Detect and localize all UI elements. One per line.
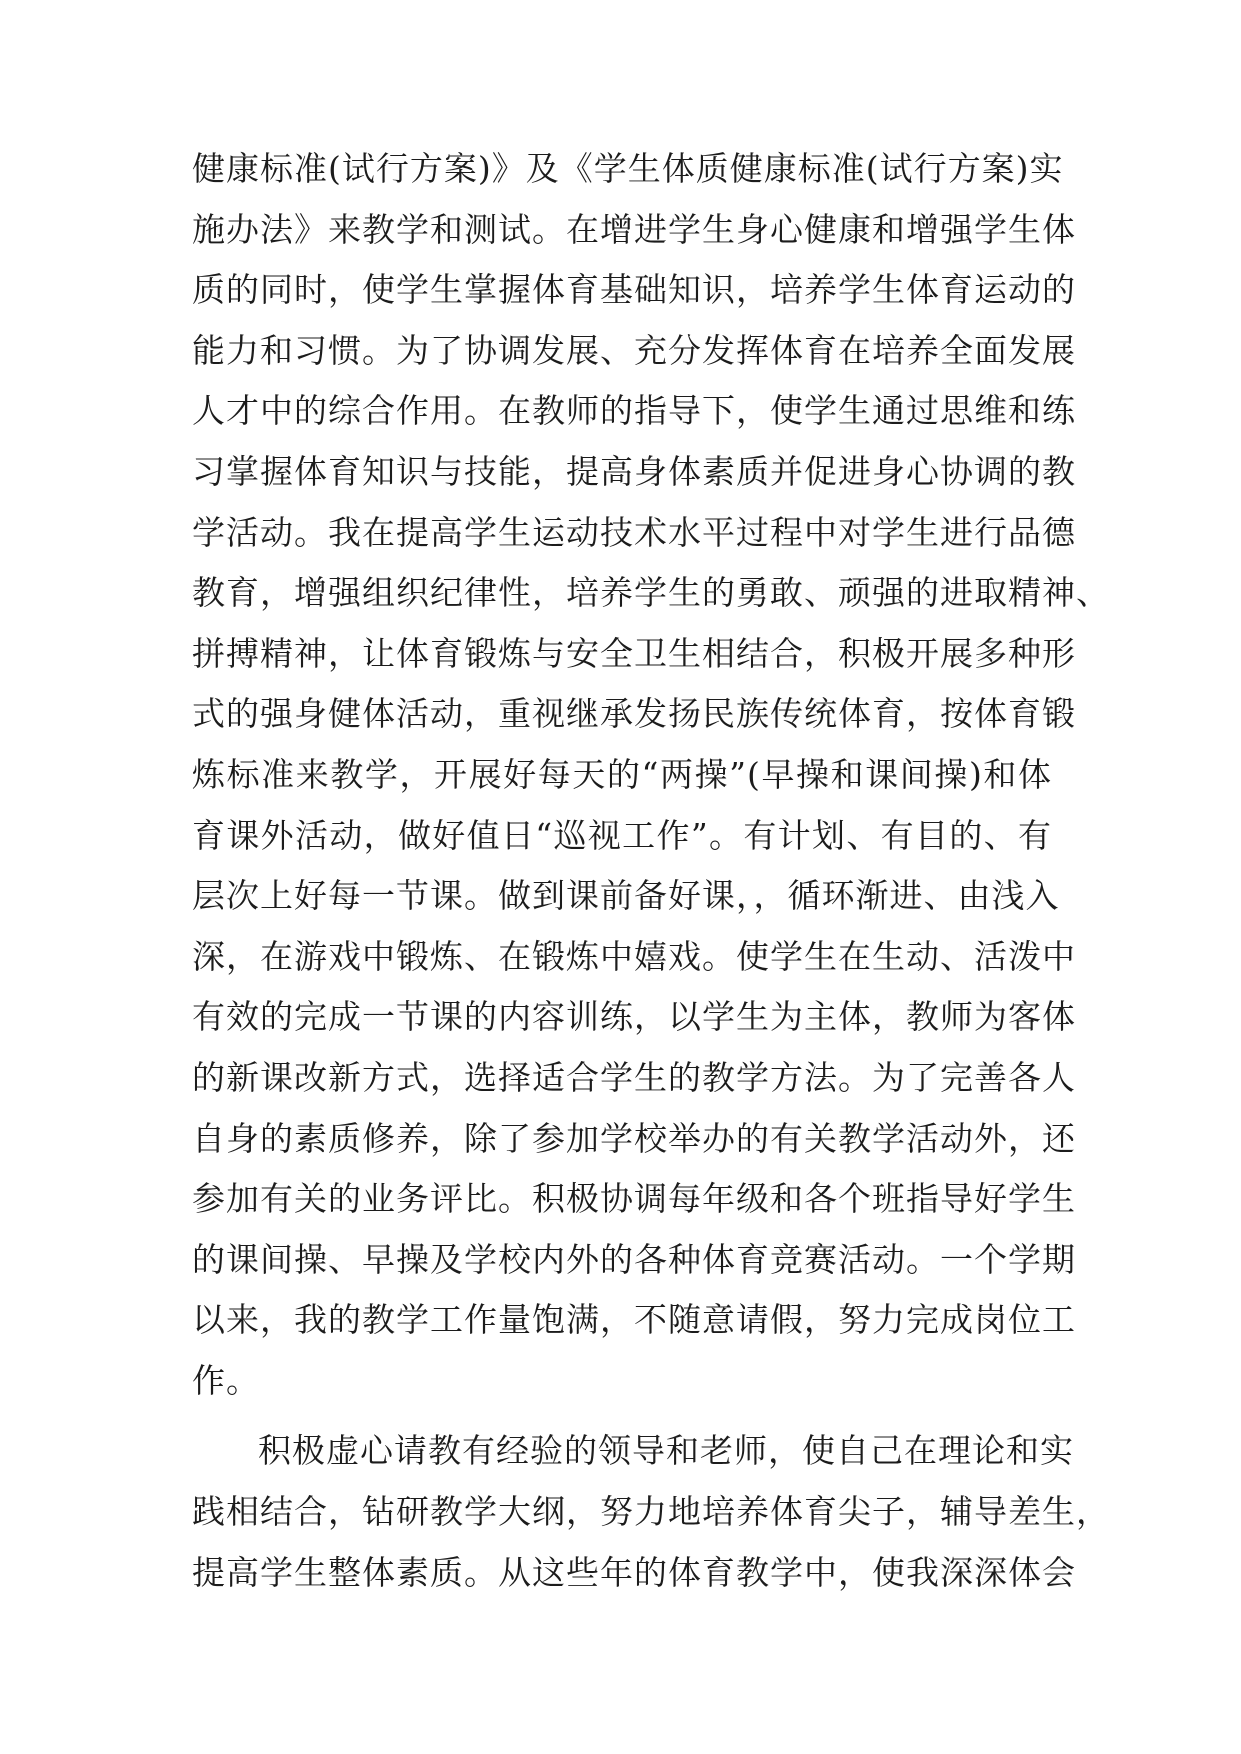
text-line: 的新课改新方式，选择适合学生的教学方法。为了完善各人 bbox=[192, 1057, 1076, 1097]
text-line: 积极虚心请教有经验的领导和老师，使自己在理论和实 bbox=[258, 1431, 1074, 1471]
text-line: 人才中的综合作用。在教师的指导下，使学生通过思维和练 bbox=[192, 391, 1076, 431]
text-line: 的课间操、早操及学校内外的各种体育竞赛活动。一个学期 bbox=[192, 1239, 1076, 1279]
text-line: 作。 bbox=[192, 1360, 260, 1400]
text-line: 践相结合，钻研教学大纲，努力地培养体育尖子，辅导差生， bbox=[192, 1492, 1110, 1532]
text-line: 施办法》来教学和测试。在增进学生身心健康和增强学生体 bbox=[192, 209, 1076, 249]
text-line: 深，在游戏中锻炼、在锻炼中嬉戏。使学生在生动、活泼中 bbox=[192, 936, 1076, 976]
text-line: 能力和习惯。为了协调发展、充分发挥体育在培养全面发展 bbox=[192, 330, 1076, 370]
text-line: 提高学生整体素质。从这些年的体育教学中，使我深深体会 bbox=[192, 1552, 1076, 1592]
text-line: 教育，增强组织纪律性，培养学生的勇敢、顽强的进取精神、 bbox=[192, 573, 1110, 613]
text-line: 习掌握体育知识与技能，提高身体素质并促进身心协调的教 bbox=[192, 451, 1076, 491]
paragraph-spacer bbox=[192, 1411, 1052, 1421]
paragraph-2 bbox=[192, 1421, 1110, 1603]
paragraph-1 bbox=[192, 139, 1110, 1411]
text-line: 健康标准(试行方案)》及《学生体质健康标准(试行方案)实 bbox=[192, 149, 1064, 188]
text-line: 炼标准来教学，开展好每天的“两操”(早操和课间操)和体 bbox=[192, 754, 1052, 794]
text-line: 育课外活动，做好值日“巡视工作”。有计划、有目的、有 bbox=[192, 815, 1052, 855]
text-line: 有效的完成一节课的内容训练，以学生为主体，教师为客体 bbox=[192, 997, 1076, 1037]
document-body bbox=[192, 139, 1110, 1603]
text-line: 拼搏精神，让体育锻炼与安全卫生相结合，积极开展多种形 bbox=[192, 633, 1076, 673]
text-line: 层次上好每一节课。做到课前备好课，，循环渐进、由浅入 bbox=[192, 876, 1060, 916]
text-line: 式的强身健体活动，重视继承发扬民族传统体育，按体育锻 bbox=[192, 694, 1076, 734]
text-line: 质的同时，使学生掌握体育基础知识，培养学生体育运动的 bbox=[192, 270, 1076, 310]
text-line: 参加有关的业务评比。积极协调每年级和各个班指导好学生 bbox=[192, 1179, 1076, 1219]
text-line: 以来，我的教学工作量饱满，不随意请假，努力完成岗位工 bbox=[192, 1300, 1076, 1340]
text-line: 自身的素质修养，除了参加学校举办的有关教学活动外，还 bbox=[192, 1118, 1076, 1158]
text-line: 学活动。我在提高学生运动技术水平过程中对学生进行品德 bbox=[192, 512, 1076, 552]
